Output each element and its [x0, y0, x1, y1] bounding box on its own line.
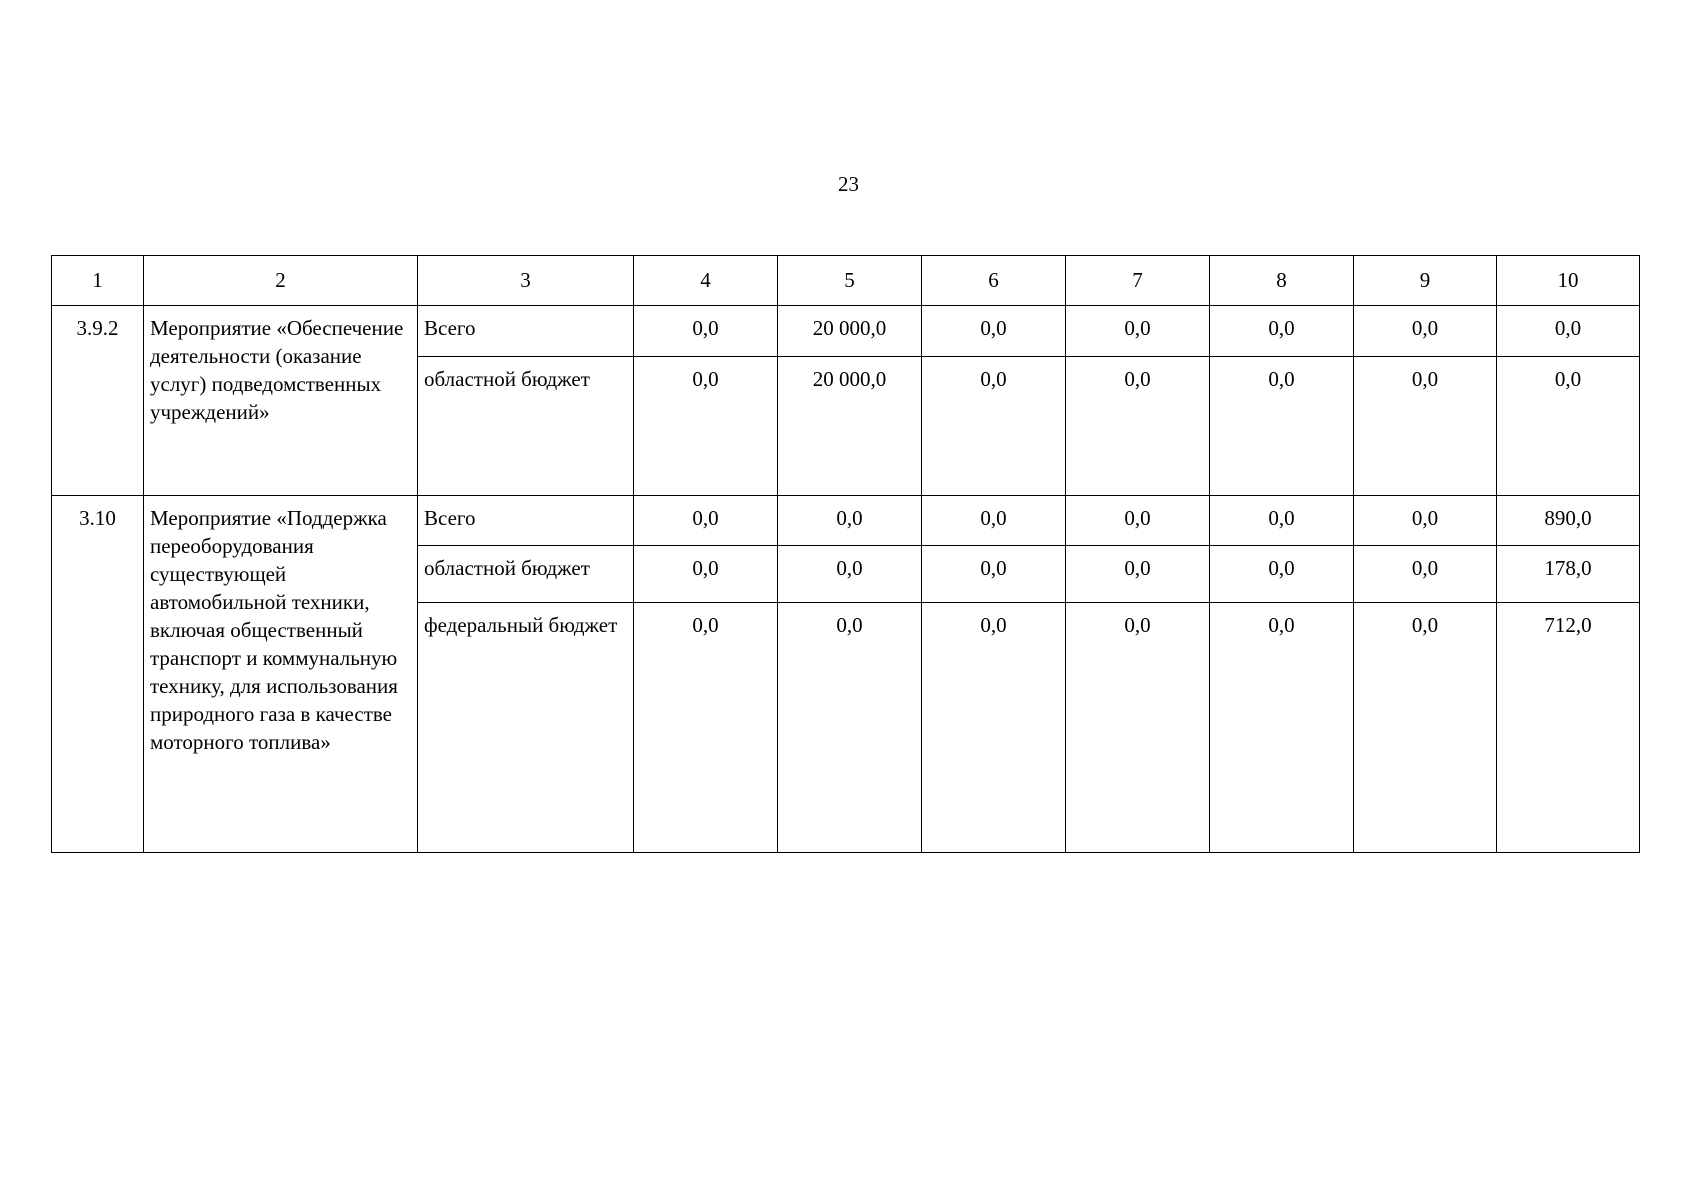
value-cell: 0,0: [1354, 603, 1497, 853]
value-cell: 0,0: [1210, 603, 1354, 853]
value-cell: 0,0: [1210, 357, 1354, 496]
value-cell: 0,0: [634, 306, 778, 357]
column-header: 4: [634, 256, 778, 306]
value-cell: 0,0: [1354, 496, 1497, 546]
value-cell: 0,0: [922, 357, 1066, 496]
value-cell: 0,0: [1497, 306, 1640, 357]
value-cell: 0,0: [922, 496, 1066, 546]
page-number: 23: [838, 172, 859, 196]
value-cell: 0,0: [1354, 357, 1497, 496]
column-header: 5: [778, 256, 922, 306]
value-cell: 0,0: [634, 496, 778, 546]
value-cell: 0,0: [1066, 306, 1210, 357]
funding-source: Всего: [418, 306, 634, 357]
value-cell: 0,0: [778, 603, 922, 853]
value-cell: 0,0: [922, 546, 1066, 603]
value-cell: 0,0: [634, 357, 778, 496]
value-cell: 0,0: [1210, 496, 1354, 546]
item-number: 3.9.2: [52, 306, 144, 496]
column-header: 2: [144, 256, 418, 306]
value-cell: 0,0: [1066, 546, 1210, 603]
funding-source: областной бюджет: [418, 357, 634, 496]
value-cell: 0,0: [1066, 496, 1210, 546]
value-cell: 20 000,0: [778, 357, 922, 496]
value-cell: 0,0: [1210, 306, 1354, 357]
value-cell: 178,0: [1497, 546, 1640, 603]
value-cell: 20 000,0: [778, 306, 922, 357]
value-cell: 0,0: [634, 603, 778, 853]
item-number: 3.10: [52, 496, 144, 853]
column-header: 7: [1066, 256, 1210, 306]
funding-source: областной бюджет: [418, 546, 634, 603]
column-header: 3: [418, 256, 634, 306]
table-header-row: [52, 256, 1640, 306]
value-cell: 0,0: [634, 546, 778, 603]
value-cell: 0,0: [1354, 546, 1497, 603]
value-cell: 0,0: [778, 546, 922, 603]
value-cell: 0,0: [922, 306, 1066, 357]
column-header: 8: [1210, 256, 1354, 306]
budget-table: [51, 255, 1640, 853]
value-cell: 0,0: [1066, 603, 1210, 853]
column-header: 1: [52, 256, 144, 306]
value-cell: 0,0: [1354, 306, 1497, 357]
value-cell: 0,0: [1210, 546, 1354, 603]
value-cell: 0,0: [1497, 357, 1640, 496]
value-cell: 0,0: [778, 496, 922, 546]
table-row: [52, 496, 1640, 546]
item-name: Мероприятие «Обеспечение деятельности (оказание услуг) подведомственных учреждений»: [144, 306, 418, 496]
value-cell: 712,0: [1497, 603, 1640, 853]
value-cell: 890,0: [1497, 496, 1640, 546]
funding-source: федеральный бюджет: [418, 603, 634, 853]
column-header: 9: [1354, 256, 1497, 306]
funding-source: Всего: [418, 496, 634, 546]
item-name: Мероприятие «Поддержка переоборудования существующей автомобильной техники, включая общественный транспорт и коммунальную технику, для использования природного газа в качестве моторного топлива»: [144, 496, 418, 853]
value-cell: 0,0: [1066, 357, 1210, 496]
value-cell: 0,0: [922, 603, 1066, 853]
column-header: 6: [922, 256, 1066, 306]
column-header: 10: [1497, 256, 1640, 306]
table-row: [52, 306, 1640, 357]
